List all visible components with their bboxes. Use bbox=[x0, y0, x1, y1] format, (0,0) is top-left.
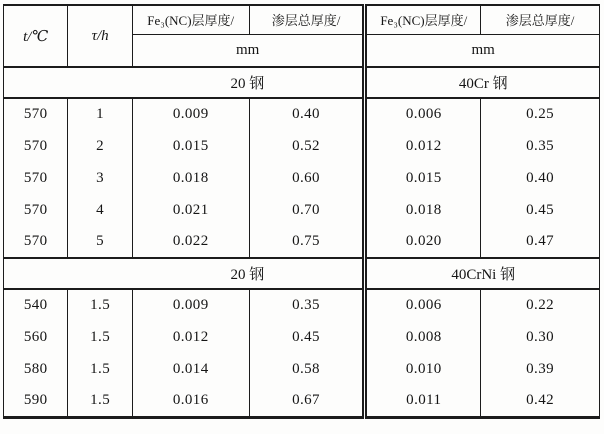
cell-total-left: 0.45 bbox=[249, 321, 365, 353]
cell-total-left: 0.35 bbox=[249, 289, 365, 321]
cell-fe3nc-right: 0.011 bbox=[365, 385, 481, 417]
cell-total-left: 0.67 bbox=[249, 385, 365, 417]
steel-name-left-1: 20 钢 bbox=[132, 67, 365, 98]
cell-total-left: 0.52 bbox=[249, 130, 365, 162]
cell-time: 3 bbox=[68, 162, 132, 194]
cell-total-left: 0.60 bbox=[249, 162, 365, 194]
cell-total-right: 0.22 bbox=[481, 289, 600, 321]
cell-fe3nc-right: 0.008 bbox=[365, 321, 481, 353]
table-row bbox=[4, 321, 600, 353]
band-spacer bbox=[4, 258, 133, 289]
cell-time: 4 bbox=[68, 194, 132, 226]
steel-name-right-1: 40Cr 钢 bbox=[365, 67, 600, 98]
header-fe3nc-left: Fe₃(NC)层厚度/ bbox=[132, 5, 249, 34]
cell-temp: 570 bbox=[23, 137, 48, 154]
cell-total-left: 0.40 bbox=[249, 98, 365, 130]
table-row bbox=[4, 194, 600, 226]
cell-time: 1 bbox=[68, 98, 132, 130]
cell-fe3nc-right: 0.006 bbox=[365, 289, 481, 321]
table-row bbox=[4, 162, 600, 194]
table-row bbox=[4, 385, 600, 417]
cell-temp: 570 bbox=[23, 106, 48, 122]
cell-fe3nc-left: 0.022 bbox=[132, 226, 249, 258]
header-temperature: t/℃ bbox=[4, 5, 68, 67]
cell-total-right: 0.42 bbox=[481, 385, 600, 417]
cell-temp: 570 bbox=[23, 201, 48, 218]
cell-fe3nc-left: 0.009 bbox=[132, 98, 249, 130]
cell-fe3nc-right: 0.020 bbox=[365, 226, 481, 258]
cell-fe3nc-left: 0.015 bbox=[132, 130, 249, 162]
cell-total-right: 0.35 bbox=[481, 130, 600, 162]
cell-time: 1.5 bbox=[68, 321, 132, 353]
table-row bbox=[4, 289, 600, 321]
cell-fe3nc-left: 0.012 bbox=[132, 321, 249, 353]
table-row bbox=[4, 353, 600, 385]
cell-total-left: 0.75 bbox=[249, 226, 365, 258]
cell-total-left: 0.70 bbox=[249, 194, 365, 226]
cell-time: 1.5 bbox=[68, 385, 132, 417]
cell-total-right: 0.40 bbox=[481, 162, 600, 194]
table-row bbox=[4, 226, 600, 258]
cell-temp: 560 bbox=[23, 328, 48, 345]
header-total-left: 渗层总厚度/ bbox=[249, 5, 365, 34]
band-spacer bbox=[4, 67, 133, 98]
cell-fe3nc-right: 0.006 bbox=[365, 98, 481, 130]
cell-total-right: 0.45 bbox=[481, 194, 600, 226]
cell-temp: 580 bbox=[23, 360, 48, 377]
cell-fe3nc-right: 0.018 bbox=[365, 194, 481, 226]
steel-name-right-2: 40CrNi 钢 bbox=[365, 258, 600, 289]
cell-fe3nc-left: 0.014 bbox=[132, 353, 249, 385]
cell-fe3nc-left: 0.021 bbox=[132, 194, 249, 226]
cell-fe3nc-left: 0.016 bbox=[132, 385, 249, 417]
header-row-1 bbox=[4, 5, 600, 34]
cell-time: 1.5 bbox=[68, 353, 132, 385]
cell-fe3nc-right: 0.012 bbox=[365, 130, 481, 162]
steel-name-left-2: 20 钢 bbox=[132, 258, 365, 289]
cell-time: 5 bbox=[68, 226, 132, 258]
cell-time: 2 bbox=[68, 130, 132, 162]
cell-fe3nc-right: 0.015 bbox=[365, 162, 481, 194]
steel-band-row-1 bbox=[4, 67, 600, 98]
cell-time: 1.5 bbox=[68, 289, 132, 321]
unit-label-left: mm bbox=[132, 34, 365, 67]
header-time: τ/h bbox=[68, 5, 132, 67]
cell-fe3nc-left: 0.009 bbox=[132, 289, 249, 321]
steel-band-row-2 bbox=[4, 258, 600, 289]
nitrocarburizing-layer-thickness-table bbox=[3, 4, 600, 419]
header-fe3nc-right: Fe₃(NC)层厚度/ bbox=[365, 5, 481, 34]
unit-label-right: mm bbox=[365, 34, 600, 67]
cell-total-right: 0.25 bbox=[481, 98, 600, 130]
cell-fe3nc-right: 0.010 bbox=[365, 353, 481, 385]
cell-temp: 570 bbox=[23, 169, 48, 186]
cell-total-right: 0.39 bbox=[481, 353, 600, 385]
cell-total-right: 0.30 bbox=[481, 321, 600, 353]
cell-temp: 540 bbox=[23, 297, 48, 313]
header-total-right: 渗层总厚度/ bbox=[481, 5, 600, 34]
cell-temp: 590 bbox=[23, 391, 48, 408]
cell-fe3nc-left: 0.018 bbox=[132, 162, 249, 194]
table-row bbox=[4, 98, 600, 130]
cell-total-left: 0.58 bbox=[249, 353, 365, 385]
cell-temp: 570 bbox=[4, 226, 68, 258]
cell-total-right: 0.47 bbox=[481, 226, 600, 258]
table-row bbox=[4, 130, 600, 162]
